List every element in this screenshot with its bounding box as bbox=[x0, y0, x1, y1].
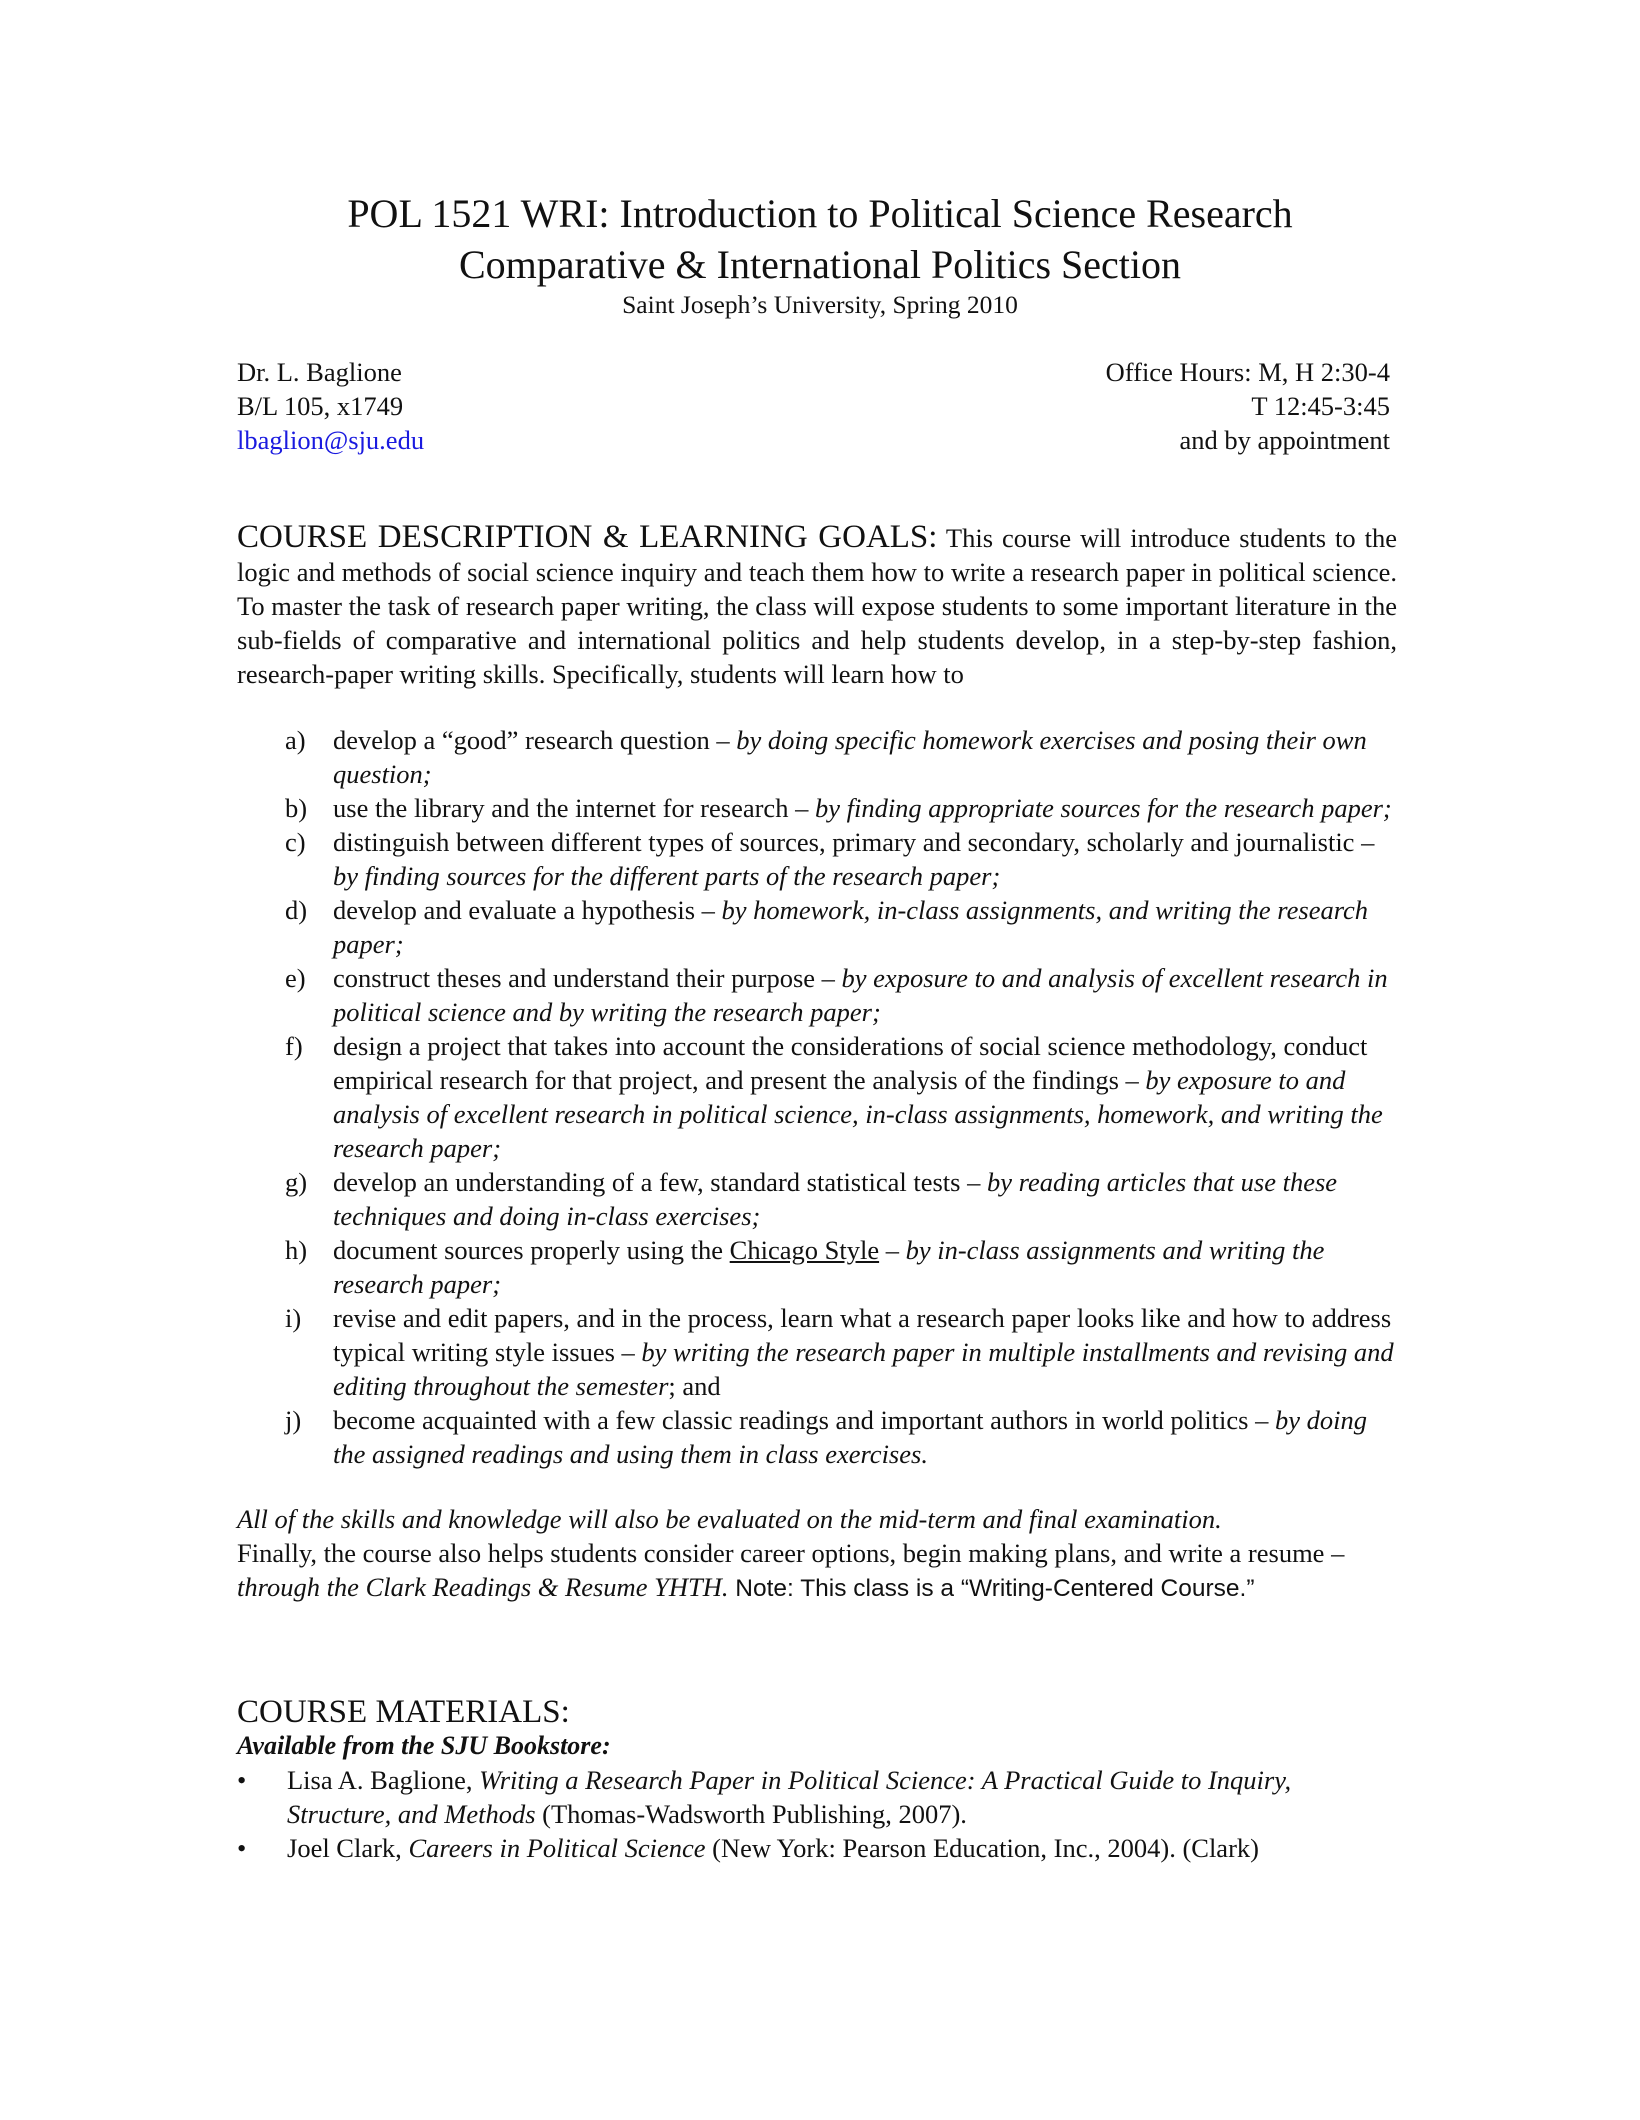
learning-goal-item bbox=[237, 961, 1397, 1029]
goal-tail: ; and bbox=[668, 1371, 721, 1401]
goal-method: by in-class assignments and writing the research paper; bbox=[333, 1235, 1325, 1299]
goal-marker: b) bbox=[285, 793, 308, 823]
bullet-icon: • bbox=[237, 1833, 247, 1863]
goal-text-dash: – bbox=[879, 1235, 906, 1265]
book-author: Joel Clark, bbox=[287, 1833, 409, 1863]
goal-text: become acquainted with a few classic readings and important authors in world politics – bbox=[333, 1405, 1275, 1435]
goal-method: by doing specific homework exercises and posing their own question; bbox=[333, 725, 1367, 789]
book-title: Careers in Political Science bbox=[408, 1833, 706, 1863]
goal-marker: a) bbox=[285, 725, 306, 755]
closing-paragraph bbox=[237, 1502, 1397, 1606]
learning-goals-list bbox=[237, 723, 1397, 1471]
office-hours-line-1: Office Hours: M, H 2:30-4 bbox=[1105, 357, 1390, 387]
goal-text: develop and evaluate a hypothesis – bbox=[333, 895, 722, 925]
goal-text: design a project that takes into account the considerations of social science methodology, conduct empirical research for that project, and present the analysis of the findings – bbox=[333, 1031, 1368, 1095]
course-materials-heading: COURSE MATERIALS: bbox=[237, 1694, 570, 1730]
writing-centered-note: Note: This class is a “Writing-Centered Course.” bbox=[728, 1575, 1255, 1602]
book-details: (New York: Pearson Education, Inc., 2004). (Clark) bbox=[705, 1833, 1259, 1863]
learning-goal-item bbox=[237, 893, 1397, 961]
bullet-icon: • bbox=[237, 1765, 247, 1795]
office-hours-line-2: T 12:45-3:45 bbox=[1251, 391, 1390, 421]
goal-method: by finding sources for the different parts of the research paper; bbox=[333, 861, 1001, 891]
chicago-style-link[interactable]: Chicago Style bbox=[729, 1235, 880, 1265]
book-author: Lisa A. Baglione, bbox=[287, 1765, 480, 1795]
goal-marker: c) bbox=[285, 827, 306, 857]
goal-marker: f) bbox=[285, 1031, 303, 1061]
goal-marker: g) bbox=[285, 1167, 308, 1197]
course-materials-section bbox=[237, 1695, 1397, 1865]
learning-goal-item bbox=[237, 1301, 1397, 1403]
book-item bbox=[237, 1831, 1397, 1865]
course-description bbox=[237, 520, 1397, 691]
goal-text: document sources properly using the bbox=[333, 1235, 730, 1265]
instructor-office: B/L 105, x1749 bbox=[237, 391, 404, 421]
university-term: Saint Joseph’s University, Spring 2010 bbox=[622, 290, 1018, 319]
learning-goal-item bbox=[237, 723, 1397, 791]
course-description-intro: This course will introduce students to the logic and methods of social science inquiry and teach them how to write a research paper in political science. To master the task of research paper writing, the class will expose students to some important literature in the sub-fields of comparative and international politics and help students develop, in a step-by-step fashion, research-paper writing skills. Specifically, students will learn how to bbox=[237, 523, 1397, 689]
goal-method: by exposure to and analysis of excellent research in political science and by writing the research paper; bbox=[333, 963, 1388, 1027]
learning-goal-item bbox=[237, 1233, 1397, 1301]
goal-method: by reading articles that use these techniques and doing in-class exercises; bbox=[333, 1167, 1338, 1231]
course-description-heading: COURSE DESCRIPTION & LEARNING GOALS: bbox=[237, 519, 938, 555]
goal-method: by writing the research paper in multiple installments and revising and editing throughout the semester bbox=[333, 1337, 1394, 1401]
goal-text: use the library and the internet for research – bbox=[333, 793, 815, 823]
office-hours-line-3: and by appointment bbox=[1179, 425, 1390, 455]
course-section-title: Comparative & International Politics Section bbox=[458, 242, 1182, 287]
goal-method: by exposure to and analysis of excellent research in political science, in-class assignments, homework, and writing the research paper; bbox=[333, 1065, 1383, 1163]
learning-goal-item bbox=[237, 791, 1397, 825]
goal-text: distinguish between different types of sources, primary and secondary, scholarly and journalistic – bbox=[333, 827, 1375, 857]
goal-method: by homework, in-class assignments, and writing the research paper; bbox=[333, 895, 1369, 959]
required-books-list bbox=[237, 1763, 1397, 1865]
book-details: (Thomas-Wadsworth Publishing, 2007). bbox=[535, 1799, 967, 1829]
learning-goal-item bbox=[237, 1403, 1397, 1471]
career-text: Finally, the course also helps students consider career options, begin making plans, and write a resume – bbox=[237, 1538, 1345, 1568]
career-statement bbox=[237, 1536, 1397, 1606]
learning-goal-item bbox=[237, 1029, 1397, 1165]
book-item bbox=[237, 1763, 1397, 1831]
goal-marker: j) bbox=[285, 1405, 302, 1435]
goal-marker: d) bbox=[285, 895, 308, 925]
learning-goal-item bbox=[237, 825, 1397, 893]
evaluation-statement: All of the skills and knowledge will also be evaluated on the mid-term and final examination. bbox=[237, 1504, 1222, 1534]
bookstore-subheading: Available from the SJU Bookstore: bbox=[237, 1731, 611, 1760]
goal-marker: e) bbox=[285, 963, 306, 993]
career-method: through the Clark Readings & Resume YHTH. bbox=[237, 1572, 729, 1602]
goal-text: revise and edit papers, and in the process, learn what a research paper looks like and how to address typical writing style issues – bbox=[333, 1303, 1392, 1367]
course-title: POL 1521 WRI: Introduction to Political Science Research bbox=[347, 191, 1293, 236]
goal-marker: i) bbox=[285, 1303, 302, 1333]
goal-method: by doing the assigned readings and using them in class exercises. bbox=[333, 1405, 1367, 1469]
goal-marker: h) bbox=[285, 1235, 308, 1265]
goal-method: by finding appropriate sources for the research paper; bbox=[814, 793, 1392, 823]
book-title: Writing a Research Paper in Political Science: A Practical Guide to Inquiry, Structure, and Methods bbox=[287, 1765, 1292, 1829]
instructor-email-link[interactable]: lbaglion@sju.edu bbox=[237, 425, 425, 455]
office-hours bbox=[1106, 355, 1390, 457]
goal-text: develop a “good” research question – bbox=[333, 725, 737, 755]
learning-goal-item bbox=[237, 1165, 1397, 1233]
goal-text: develop an understanding of a few, standard statistical tests – bbox=[333, 1167, 987, 1197]
instructor-name: Dr. L. Baglione bbox=[237, 357, 402, 387]
instructor-contact bbox=[237, 355, 424, 457]
goal-text: construct theses and understand their purpose – bbox=[333, 963, 842, 993]
